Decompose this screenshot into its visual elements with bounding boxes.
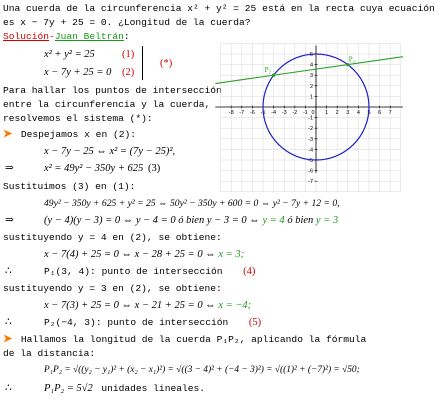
point-p2: [272, 74, 275, 77]
calc-xm4-left: x − 7(3) + 25 = 0 ⇔ x − 21 + 25 = 0 ⇔: [44, 300, 216, 311]
length-text-b: de la distancia:: [3, 348, 96, 359]
p2-text: P₂(−4, 3): punto de intersección: [44, 317, 229, 328]
final-units: unidades lineales.: [101, 383, 205, 394]
sub-y4-heading: sustituyendo y = 4 en (2), se obtiene:: [3, 232, 222, 243]
circle-chord-graph: [211, 44, 400, 186]
implies-symbol-2: ⇒: [5, 215, 14, 226]
y-tick-label: -7: [308, 179, 313, 186]
therefore-symbol-2: ∴: [5, 317, 12, 328]
factor-or: ó bien: [287, 215, 314, 226]
calc-x3: [44, 248, 244, 261]
x-tick-label: 5: [367, 110, 371, 116]
x-tick-label: 1: [325, 110, 329, 116]
substitute-equation: 49y² − 350y + 625 + y² = 25 ⇔ 50y² − 350y + 600 = 0 ⇔ y² − 7y + 12 = 0,: [44, 198, 340, 209]
solution-label: Solución: [3, 31, 50, 42]
y-tick-label: 4: [309, 62, 313, 69]
system-eq1-tag: (1): [122, 49, 135, 60]
point-p1-label: P₁: [348, 55, 356, 64]
y-tick-label: -6: [308, 168, 313, 175]
factor-equation: [44, 214, 338, 227]
calc-xm4-result: x = −4;: [218, 300, 252, 311]
calc-x3-left: x − 7(4) + 25 = 0 ⇔ x − 28 + 25 = 0 ⇔: [44, 249, 216, 260]
sub-y3-heading: sustituyendo y = 3 en (2), se obtiene:: [3, 283, 222, 294]
intro-line-2: entre la circunferencia y la cuerda,: [3, 99, 211, 110]
p1-text: P₁(3, 4): punto de intersección: [44, 266, 223, 277]
therefore-symbol-1: ∴: [5, 266, 12, 277]
system-eq2-tag: (2): [122, 67, 135, 78]
final-answer: [44, 382, 205, 395]
calc-x3-result: x = 3;: [218, 249, 245, 260]
system-eq2: x − 7y + 25 = 0: [44, 67, 112, 78]
bullet-arrow-icon: ➤: [3, 333, 13, 345]
y-tick-label: -3: [308, 136, 313, 143]
implies-symbol-1: ⇒: [5, 163, 14, 174]
x-tick-label: -6: [249, 110, 255, 116]
problem-line-1: Una cuerda de la circunferencia x² + y² = 25 está en la recta cuya ecuación: [3, 3, 435, 14]
clear-x-equation: x − 7y − 25 ⇔ x² = (7y − 25)²,: [44, 146, 176, 157]
x-tick-label: -2: [292, 110, 298, 116]
x-tick-label: 7: [388, 110, 392, 116]
substitute-heading: Sustituimos (3) en (1):: [3, 181, 136, 192]
factor-y3: y = 3: [315, 215, 339, 226]
x-tick-label: 6: [378, 110, 382, 116]
x-tick-label: -1: [302, 110, 308, 116]
y-tick-label: 2: [309, 83, 313, 90]
p2-tag: (5): [248, 317, 262, 328]
step-clear-x: [3, 128, 136, 141]
x-tick-label: 0: [311, 110, 315, 116]
y-tick-label: -5: [308, 158, 313, 164]
factor-equation-left: (y − 4)(y − 3) = 0 ⇔ y − 4 = 0 ó bien y − 3 = 0 ⇔: [44, 215, 260, 226]
factor-y4: y = 4: [262, 215, 285, 226]
step-clear-x-text: Despejamos x en (2):: [20, 129, 136, 140]
length-heading: [3, 333, 366, 346]
x-tick-label: -7: [239, 110, 245, 116]
system-star: (*): [160, 58, 173, 69]
p1-intersection: [44, 265, 255, 278]
y-tick-label: 5: [309, 52, 313, 58]
x-tick-label: -8: [228, 110, 234, 116]
final-value: P₁P₂ = 5√2: [44, 383, 93, 394]
problem-line-2: es x − 7y + 25 = 0. ¿Longitud de la cuerda?: [3, 17, 251, 28]
calc-xm4: [44, 299, 251, 312]
p1-tag: (4): [243, 266, 256, 277]
x-tick-label: -5: [260, 110, 266, 116]
distance-equation: P₁P₂ = √((y₂ − y₁)² + (x₂ − x₁)²) = √((3 − 4)² + (−4 − 3)²) = √((1)² + (−7)²) = √50;: [44, 365, 360, 375]
intro-line-1: Para hallar los puntos de intersección: [3, 85, 222, 96]
intro-line-3: resolvemos el sistema (*):: [3, 113, 153, 124]
system-eq1: x² + y² = 25: [44, 49, 95, 60]
x-tick-label: 3: [346, 110, 350, 116]
y-tick-label: -2: [308, 126, 313, 133]
x-squared-equation: x² = 49y² − 350y + 625: [44, 163, 144, 174]
y-tick-label: 3: [309, 73, 313, 80]
bullet-arrow-icon: ➤: [3, 128, 13, 140]
y-tick-label: -4: [308, 147, 313, 154]
y-tick-label: -1: [308, 115, 313, 122]
x-squared-tag: (3): [148, 163, 161, 174]
solution-separator: -: [49, 31, 55, 42]
chord-line: [215, 57, 403, 84]
point-p2-label: P₂: [264, 66, 271, 75]
length-text-a: Hallamos la longitud de la cuerda P₁P₂, aplicando la fórmula: [20, 334, 367, 345]
x-tick-label: 2: [335, 110, 339, 116]
p2-intersection: [44, 316, 261, 329]
x-tick-label: -4: [271, 110, 277, 116]
therefore-symbol-3: ∴: [5, 383, 12, 394]
y-tick-label: 1: [309, 94, 313, 101]
heading-colon: :: [123, 31, 130, 42]
x-tick-label: 4: [356, 110, 360, 116]
x-tick-label: -3: [281, 110, 287, 116]
solution-heading: [3, 30, 130, 43]
author-name[interactable]: Juan Beltrán: [54, 31, 124, 42]
